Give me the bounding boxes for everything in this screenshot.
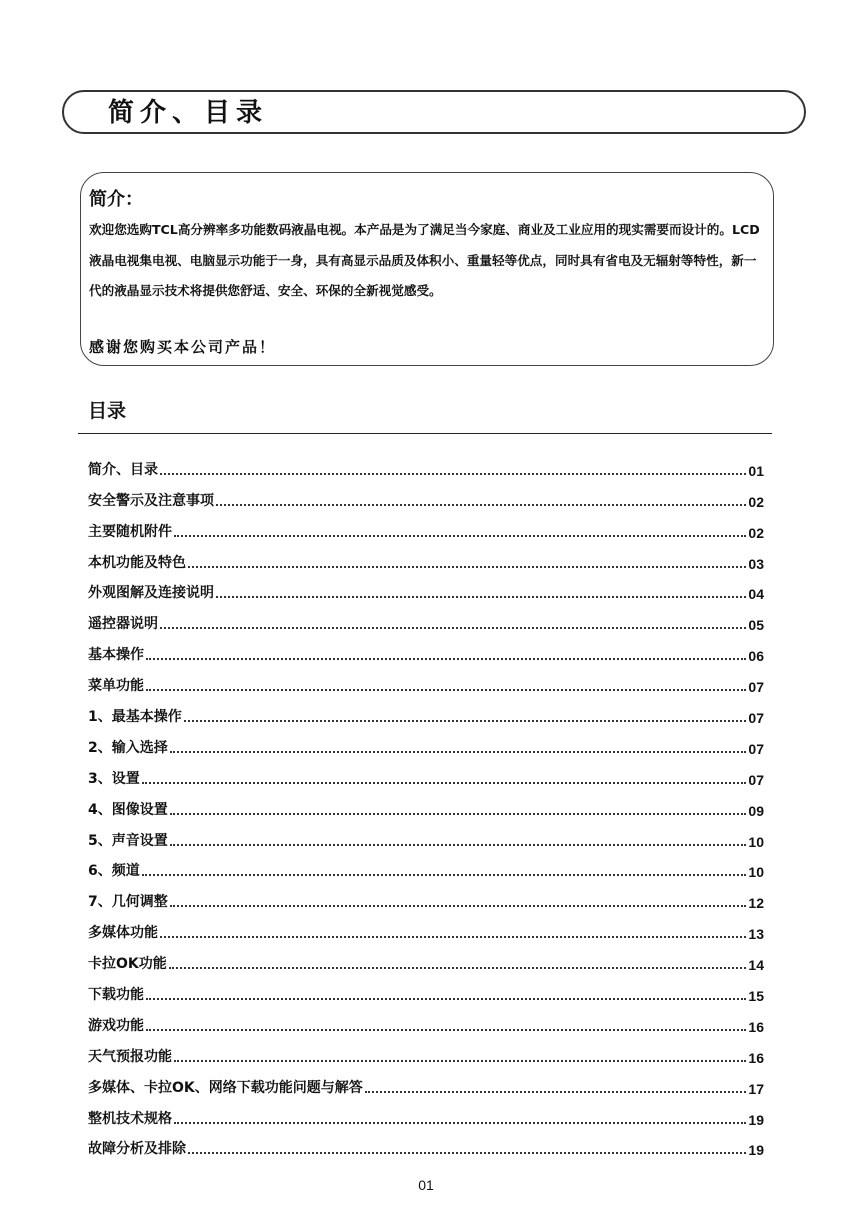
toc-entry-page: 19 [748,1142,764,1159]
toc-entry-label: 外观图解及连接说明 [88,585,214,602]
toc-leader-dots [170,813,747,815]
toc-entry-page: 03 [748,555,764,572]
toc-leader-dots [170,751,747,753]
toc-entry-label: 4、图像设置 [88,801,168,818]
toc-entry[interactable] [88,1128,764,1159]
toc-entry[interactable] [88,1097,764,1128]
toc-entry[interactable] [88,757,764,788]
toc-entry[interactable] [88,880,764,911]
toc-entry-label: 1、最基本操作 [88,709,182,726]
toc-entry-page: 06 [748,648,764,665]
toc-entry-label: 下载功能 [88,987,144,1004]
toc-leader-dots [170,844,747,846]
toc-leader-dots [142,782,747,784]
toc-leader-dots [216,504,746,506]
toc-entry-label: 6、频道 [88,863,140,880]
intro-body: 欢迎您选购TCL高分辨率多功能数码液晶电视。本产品是为了满足当今家庭、商业及工业应用的现实需要而设计的。LCD液晶电视集电视、电脑显示功能于一身，具有高显示品质及体积小、重量轻等优点，同时具有省电及无辐射等特性，新一代的液晶显示技术将提供您舒适、安全、环保的全新视觉感受。 [89,222,760,298]
toc-entry-page: 04 [748,586,764,603]
toc-leader-dots [146,689,746,691]
toc-leader-dots [146,1029,746,1031]
toc-entry-label: 遥控器说明 [88,616,158,633]
toc-leader-dots [174,1122,746,1124]
toc-entry-page: 13 [748,926,764,943]
page-number: 01 [418,1177,434,1193]
toc-divider [78,433,772,434]
toc-leader-dots [169,967,747,969]
toc-entry-label: 3、设置 [88,770,140,787]
toc-title: 目录 [88,400,127,422]
toc-entry-label: 多媒体、卡拉OK、网络下载功能问题与解答 [88,1079,363,1096]
intro-box [80,172,774,366]
toc-entry[interactable] [88,448,764,479]
toc-entry-page: 16 [748,1018,764,1035]
toc-entry[interactable] [88,1035,764,1066]
toc-entry-page: 10 [748,833,764,850]
toc-leader-dots [216,596,746,598]
toc-entry-page: 02 [748,493,764,510]
toc-entry[interactable] [88,479,764,510]
toc-leader-dots [365,1091,747,1093]
toc-entry[interactable] [88,664,764,695]
intro-heading: 简介： [89,189,143,210]
toc-entry-label: 游戏功能 [88,1017,144,1034]
toc-entry[interactable] [88,788,764,819]
toc-entry-page: 15 [748,988,764,1005]
toc-entry[interactable] [88,819,764,850]
toc-entry[interactable] [88,695,764,726]
toc-entry-label: 多媒体功能 [88,925,158,942]
toc-entry-page: 12 [748,895,764,912]
toc-list [88,448,764,1158]
toc-entry-label: 基本操作 [88,647,144,664]
page-title: 简介、目录 [108,98,269,128]
toc-entry-page: 05 [748,617,764,634]
section-header-box [62,90,806,134]
toc-entry-page: 14 [748,957,764,974]
intro-thanks: 感谢您购买本公司产品！ [89,338,277,356]
toc-entry-label: 2、输入选择 [88,739,168,756]
toc-entry-page: 07 [748,679,764,696]
toc-entry[interactable] [88,1004,764,1035]
toc-entry-page: 19 [748,1111,764,1128]
toc-entry-page: 17 [748,1080,764,1097]
toc-entry[interactable] [88,911,764,942]
toc-entry-page: 16 [748,1049,764,1066]
toc-entry-page: 01 [748,462,764,479]
toc-entry[interactable] [88,1066,764,1097]
toc-leader-dots [184,720,747,722]
toc-entry-label: 整机技术规格 [88,1110,172,1127]
toc-entry[interactable] [88,942,764,973]
toc-leader-dots [146,658,746,660]
toc-entry[interactable] [88,572,764,603]
toc-entry-label: 卡拉OK功能 [88,956,167,973]
toc-entry[interactable] [88,510,764,541]
toc-entry-label: 主要随机附件 [88,523,172,540]
toc-entry-label: 天气预报功能 [88,1048,172,1065]
toc-entry[interactable] [88,726,764,757]
toc-entry-page: 07 [748,740,764,757]
toc-entry[interactable] [88,633,764,664]
toc-entry-label: 7、几何调整 [88,894,168,911]
toc-leader-dots [170,905,747,907]
toc-entry-page: 10 [748,864,764,881]
toc-entry[interactable] [88,973,764,1004]
toc-leader-dots [160,627,746,629]
toc-entry-page: 07 [748,710,764,727]
toc-entry[interactable] [88,602,764,633]
toc-entry-label: 简介、目录 [88,461,158,478]
toc-leader-dots [160,936,746,938]
toc-leader-dots [188,1152,746,1154]
toc-entry[interactable] [88,541,764,572]
toc-leader-dots [146,998,746,1000]
toc-entry-label: 5、声音设置 [88,832,168,849]
toc-entry[interactable] [88,850,764,881]
toc-leader-dots [142,874,747,876]
toc-entry-page: 09 [748,802,764,819]
toc-entry-label: 安全警示及注意事项 [88,492,214,509]
toc-leader-dots [188,566,746,568]
toc-entry-page: 02 [748,524,764,541]
toc-entry-label: 本机功能及特色 [88,554,186,571]
toc-leader-dots [174,535,746,537]
toc-entry-label: 故障分析及排除 [88,1141,186,1158]
toc-entry-page: 07 [748,771,764,788]
toc-leader-dots [174,1060,746,1062]
toc-leader-dots [160,473,746,475]
toc-entry-label: 菜单功能 [88,678,144,695]
